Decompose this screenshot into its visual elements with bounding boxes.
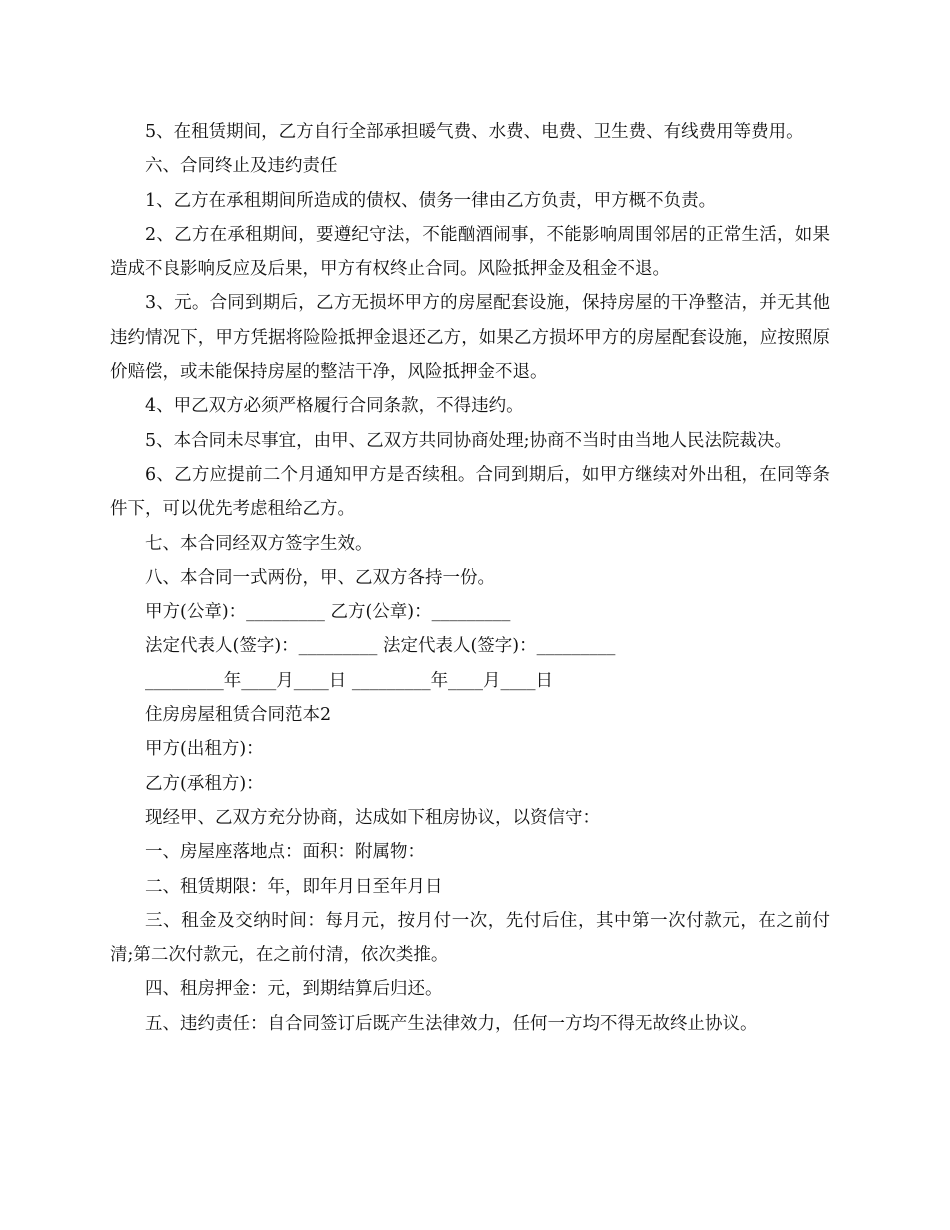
signature-line-representative: 法定代表人(签字)：_________ 法定代表人(签字)：_________ xyxy=(145,636,616,657)
paragraph-item-2-term: 二、租赁期限：年，即年月日至年月日 xyxy=(145,876,443,897)
paragraph-clause-6-1: 1、乙方在承租期间所造成的债权、债务一律由乙方负责，甲方概不负责。 xyxy=(145,190,717,211)
paragraph-item-3-rent: 三、租金及交纳时间：每月元，按月付一次，先付后住，其中第一次付款元，在之前付清;第二次付款元，在之前付清，依次类推。 xyxy=(110,910,830,966)
paragraph-clause-5-fees: 5、在租赁期间，乙方自行全部承担暖气费、水费、电费、卫生费、有线费用等费用。 xyxy=(145,122,804,142)
heading-section-7: 七、本合同经双方签字生效。 xyxy=(145,533,373,554)
paragraph-clause-6-5: 5、本合同未尽事宜，由甲、乙双方共同协商处理;协商不当时由当地人民法院裁决。 xyxy=(145,430,793,451)
paragraph-item-1-location: 一、房屋座落地点：面积：附属物： xyxy=(145,842,425,863)
heading-section-8: 八、本合同一式两份，甲、乙双方各持一份。 xyxy=(145,567,495,588)
paragraph-clause-6-2: 2、乙方在承租期间，要遵纪守法，不能酗酒闹事，不能影响周围邻居的正常生活，如果造成不良影响反应及后果，甲方有权终止合同。风险抵押金及租金不退。 xyxy=(110,224,830,280)
paragraph-item-5-breach: 五、违约责任：自合同签订后既产生法律效力，任何一方均不得无故终止协议。 xyxy=(145,1013,758,1034)
paragraph-clause-6-3: 3、元。合同到期后，乙方无损坏甲方的房屋配套设施，保持房屋的干净整洁，并无其他违约情况下，甲方凭据将险险抵押金退还乙方，如果乙方损坏甲方的房屋配套设施，应按照原价赔偿，或未能保持房屋的整洁干净，风险抵押金不退。 xyxy=(110,293,830,383)
signature-line-date: _________年____月____日 _________年____月____日 xyxy=(145,670,554,691)
party-a-line: 甲方(出租方)： xyxy=(145,739,264,760)
paragraph-preamble: 现经甲、乙双方充分协商，达成如下租房协议，以资信守： xyxy=(145,807,600,828)
contract-title-2: 住房房屋租赁合同范本2 xyxy=(145,705,332,726)
paragraph-clause-6-6: 6、乙方应提前二个月通知甲方是否续租。合同到期后，如甲方继续对外出租，在同等条件下，可以优先考虑租给乙方。 xyxy=(110,464,830,520)
paragraph-item-4-deposit: 四、租房押金：元，到期结算后归还。 xyxy=(145,979,443,1000)
signature-line-seal: 甲方(公章)：_________ 乙方(公章)：_________ xyxy=(145,602,511,623)
document-body xyxy=(110,115,830,1041)
paragraph-clause-6-4: 4、甲乙双方必须严格履行合同条款，不得违约。 xyxy=(145,396,524,417)
heading-section-6: 六、合同终止及违约责任 xyxy=(145,156,338,177)
party-b-line: 乙方(承租方)： xyxy=(145,773,264,794)
